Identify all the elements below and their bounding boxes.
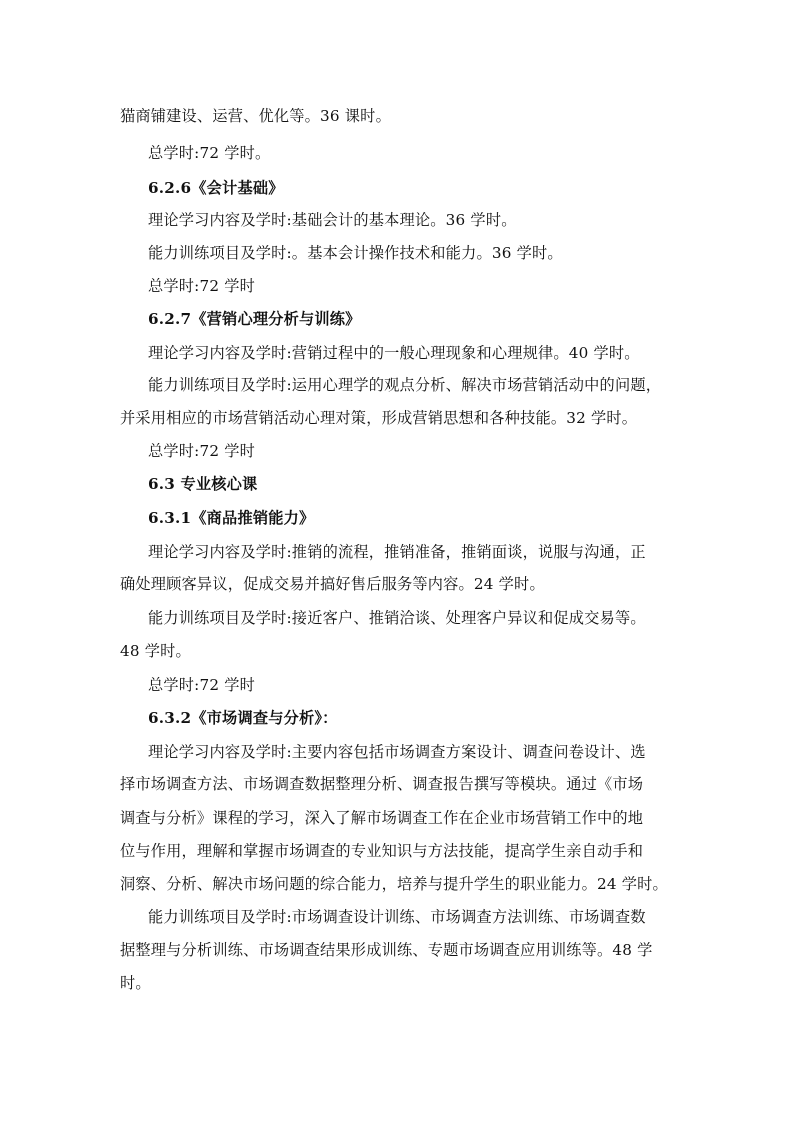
text-line: 洞察、分析、解决市场问题的综合能力，培养与提升学生的职业能力。24 学时。 bbox=[120, 875, 668, 893]
text-line: 理论学习内容及学时:推销的流程，推销准备，推销面谈，说服与沟通，正 bbox=[148, 543, 646, 561]
text-line: 确处理顾客异议，促成交易并搞好售后服务等内容。24 学时。 bbox=[120, 575, 545, 593]
text-line: 时。 bbox=[120, 974, 151, 992]
text-line: 总学时:72 学时 bbox=[148, 676, 256, 694]
text-line: 理论学习内容及学时:主要内容包括市场调查方案设计、调查问卷设计、选 bbox=[148, 743, 646, 761]
text-line: 调查与分析》课程的学习，深入了解市场调查工作在企业市场营销工作中的地 bbox=[120, 809, 644, 827]
text-line: 并采用相应的市场营销活动心理对策，形成营销思想和各种技能。32 学时。 bbox=[120, 409, 638, 427]
text-line: 48 学时。 bbox=[120, 642, 191, 660]
text-line: 择市场调查方法、市场调查数据整理分析、调查报告撰写等模块。通过《市场 bbox=[120, 775, 644, 793]
section-heading: 6.2.6《会计基础》 bbox=[148, 179, 284, 197]
text-line: 能力训练项目及学时:。基本会计操作技术和能力。36 学时。 bbox=[148, 244, 563, 262]
text-line: 理论学习内容及学时:基础会计的基本理论。36 学时。 bbox=[148, 211, 517, 229]
text-line: 能力训练项目及学时:运用心理学的观点分析、解决市场营销活动中的问题， bbox=[148, 376, 662, 394]
text-line: 据整理与分析训练、市场调查结果形成训练、专题市场调查应用训练等。48 学 bbox=[120, 941, 653, 959]
text-line: 总学时:72 学时 bbox=[148, 442, 256, 460]
text-line: 总学时:72 学时 bbox=[148, 277, 256, 295]
text-line: 位与作用，理解和掌握市场调查的专业知识与方法技能，提高学生亲自动手和 bbox=[120, 842, 644, 860]
text-line: 能力训练项目及学时:市场调查设计训练、市场调查方法训练、市场调查数 bbox=[148, 908, 646, 926]
text-line: 理论学习内容及学时:营销过程中的一般心理现象和心理规律。40 学时。 bbox=[148, 344, 640, 362]
section-heading: 6.3 专业核心课 bbox=[148, 475, 258, 493]
section-heading: 6.3.1《商品推销能力》 bbox=[148, 509, 315, 527]
section-heading: 6.3.2《市场调查与分析》： bbox=[148, 709, 338, 727]
section-heading: 6.2.7《营销心理分析与训练》 bbox=[148, 310, 361, 328]
text-line: 能力训练项目及学时:接近客户、推销洽谈、处理客户异议和促成交易等。 bbox=[148, 609, 646, 627]
text-line: 总学时:72 学时。 bbox=[148, 144, 271, 162]
text-line: 猫商铺建设、运营、优化等。36 课时。 bbox=[120, 107, 391, 125]
